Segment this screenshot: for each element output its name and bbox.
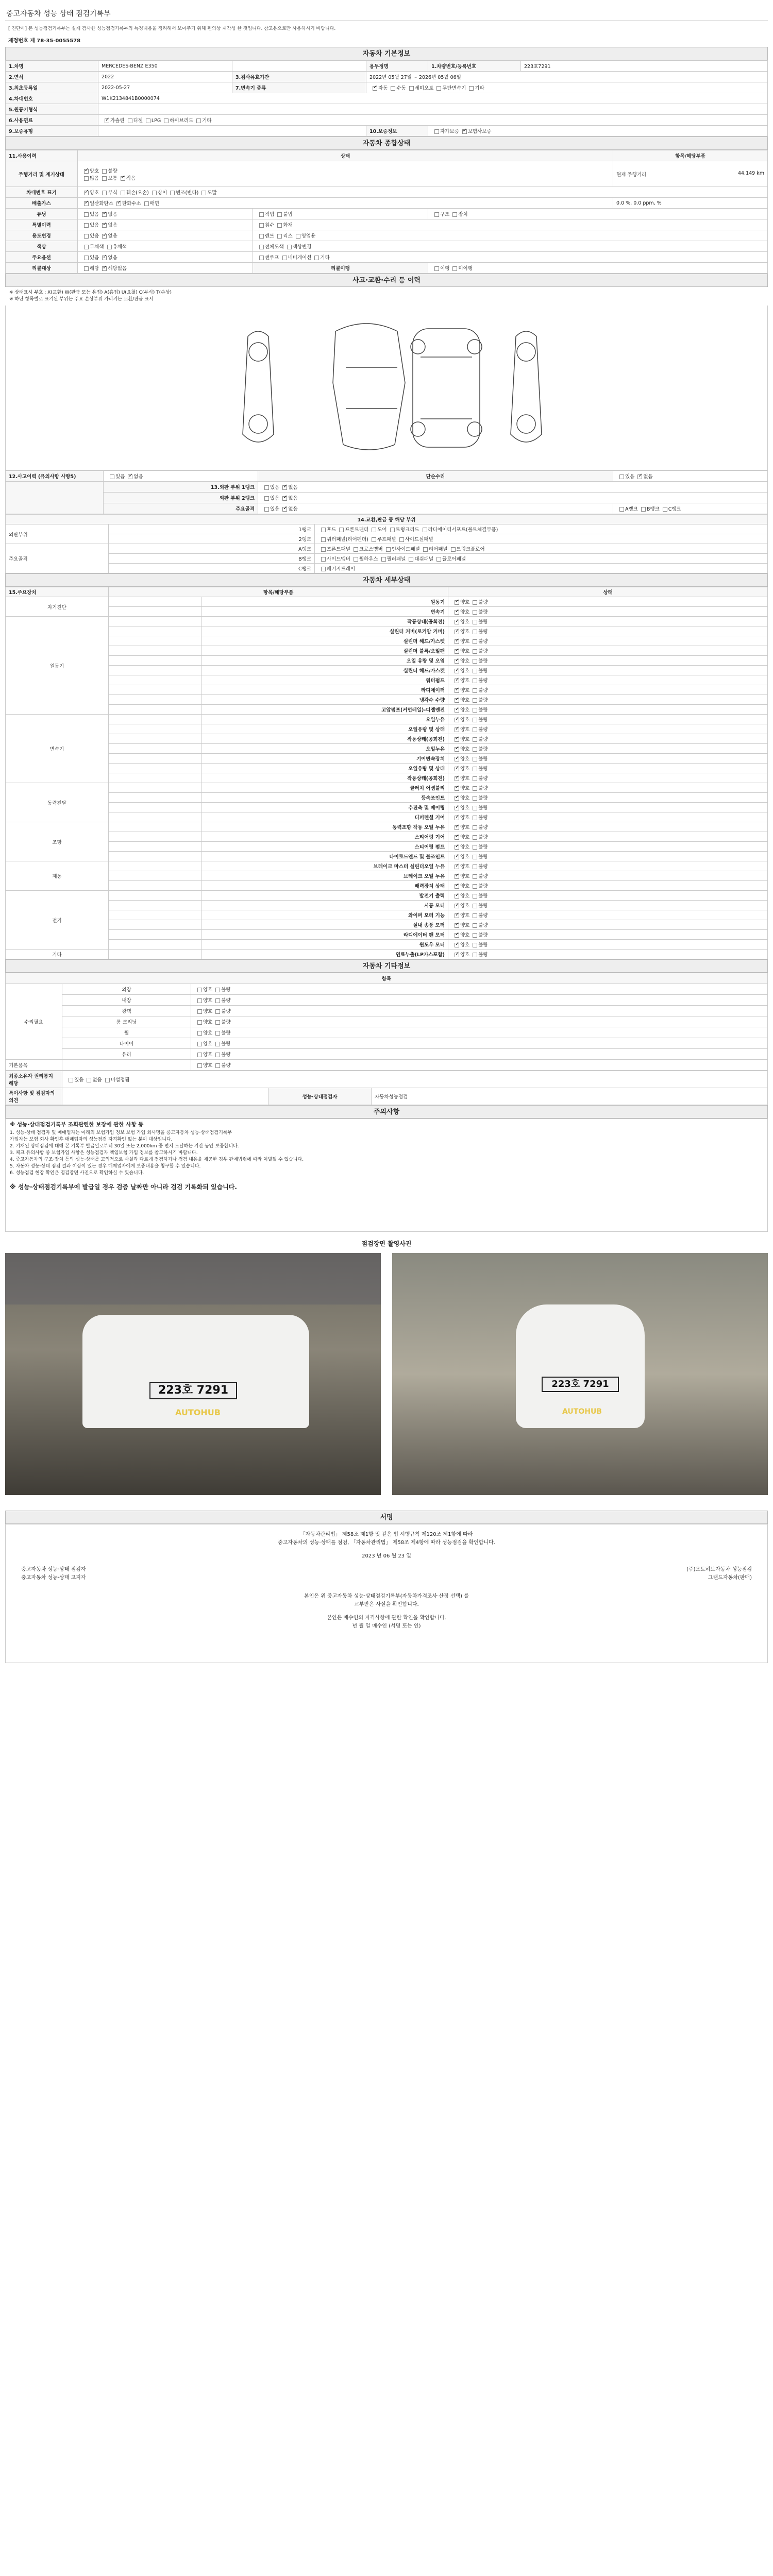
page-title: 중고자동차 성능 상태 점검기록부 xyxy=(5,6,768,21)
detail-item: 등속조인트 xyxy=(201,793,448,803)
photo-front xyxy=(5,1253,381,1495)
perf-value: 자동차성능점검 xyxy=(372,1088,768,1105)
outer-label: 외판부위 xyxy=(6,524,109,544)
label-first-reg: 3.최초등록일 xyxy=(6,82,98,93)
detail-head-3: 상태 xyxy=(448,587,768,597)
detail-state: ✓ 양호 불량 xyxy=(448,675,768,685)
detail-state: ✓ 양호 불량 xyxy=(448,783,768,793)
frameB-label: B랭크 xyxy=(109,554,315,564)
detail-item: 브레이크 마스터 실린더오일 누유 xyxy=(201,861,448,871)
sign-p2: 중고자동차 성능·상태 고지자 xyxy=(21,1575,86,1581)
notice-block xyxy=(5,1118,768,1232)
sign-text: 본인은 위 중고자동차 성능·상태점검기록부(자동차가격조사·산정 선택) 를 xyxy=(304,1594,469,1599)
detail-state: ✓ 양호 불량 xyxy=(448,597,768,607)
accident-history: 12.사고이력 (유의사항 사항5) xyxy=(6,471,104,482)
perf-label: 성능·상태점검자 xyxy=(268,1088,372,1105)
detail-item: 오일유량 및 상태 xyxy=(201,724,448,734)
car-diagram xyxy=(5,306,768,470)
detail-state: ✓ 양호 불량 xyxy=(448,626,768,636)
detail-item: 오일누유 xyxy=(201,744,448,754)
detail-group: 조향 xyxy=(6,822,109,861)
etc-row-label: 룸 크리닝 xyxy=(62,1016,191,1027)
section-sign: 서명 xyxy=(5,1511,768,1524)
value-first-reg: 2022-05-27 xyxy=(98,82,232,93)
detail-item: 브레이크 오일 누유 xyxy=(201,871,448,881)
detail-item: 스티어링 펌프 xyxy=(201,842,448,852)
detail-item: 워터펌프 xyxy=(201,675,448,685)
photo-rear xyxy=(392,1253,768,1495)
plate-rear: 223호 7291 xyxy=(542,1377,619,1392)
label-transmission: 7.변속기 종류 xyxy=(232,82,366,93)
detail-state: ✓ 양호 불량 xyxy=(448,666,768,675)
detail-item: 실내 송풍 모터 xyxy=(201,920,448,930)
outer-rank-1: 13.외판 부위 1랭크 xyxy=(104,482,258,493)
detail-item: 라디에이터 xyxy=(201,685,448,695)
sign-text: 중고자동차의 성능·상태를 점검, 「자동차관리법」 제58조 제4항에 따라 성능점검을 확인합니다. xyxy=(278,1540,495,1546)
sign-block xyxy=(5,1524,768,1663)
detail-state: ✓ 양호 불량 xyxy=(448,744,768,754)
sign-text: 년 월 일 매수인 (서명 또는 인) xyxy=(352,1623,421,1629)
outer2-label: 2랭크 xyxy=(109,534,315,544)
value-model: MERCEDES-BENZ E350 xyxy=(98,61,232,72)
sign-p1: 중고자동차 성능·상태 점검자 xyxy=(21,1567,86,1572)
value-plate: 223호7291 xyxy=(521,61,768,72)
detail-group: 동력전달 xyxy=(6,783,109,822)
sign-p2v: 그랜드자동차(판매) xyxy=(708,1575,752,1581)
detail-item: 시동 모터 xyxy=(201,901,448,910)
brand-mark: AUTOHUB xyxy=(562,1408,602,1416)
emission-value: 0.0 %, 0.0 ppm, % xyxy=(613,198,768,209)
detail-item: 냉각수 수량 xyxy=(201,695,448,705)
detail-group: 제동 xyxy=(6,861,109,891)
overall-head-1: 11.사용이력 xyxy=(6,150,78,161)
detail-item: 디퍼렌셜 기어 xyxy=(201,812,448,822)
overall-head-2: 상태 xyxy=(78,150,613,161)
detail-state: ✓ 양호 불량 xyxy=(448,734,768,744)
etc-row-label: 유리 xyxy=(62,1049,191,1060)
detail-item: 오일누유 xyxy=(201,715,448,724)
detail-item: 스티어링 기어 xyxy=(201,832,448,842)
row-usage: 용도변경 xyxy=(6,230,78,241)
detail-state: ✓ 양호 불량 xyxy=(448,617,768,626)
row-options: 주요옵션 xyxy=(6,252,78,263)
detail-item: 배력장치 상태 xyxy=(201,881,448,891)
outer1-label: 1랭크 xyxy=(109,524,315,534)
row-emission: 배출가스 xyxy=(6,198,78,209)
label-plate: 1.차량번호/등록번호 xyxy=(428,61,521,72)
detail-table xyxy=(5,587,768,959)
row-color: 색상 xyxy=(6,241,78,252)
detail-head-1: 15.주요장치 xyxy=(6,587,109,597)
row-vin-mark: 차대번호 표기 xyxy=(6,187,78,198)
etc-row-label xyxy=(62,1060,191,1071)
label-inspection: 3.검사유효기간 xyxy=(232,72,366,82)
etc-row-state: 양호 불량 xyxy=(191,995,768,1006)
owner-notice: 최종소유자 권리통지 해당 xyxy=(6,1071,62,1088)
detail-state: ✓ 양호 불량 xyxy=(448,646,768,656)
detail-state: ✓ 양호 불량 xyxy=(448,656,768,666)
etc-row-label: 외장 xyxy=(62,984,191,995)
detail-item: 발전기 출력 xyxy=(201,891,448,901)
detail-item: 라디에이터 팬 모터 xyxy=(201,930,448,940)
parts-table: 14.교환,판금 등 해당 부위 외판부위 1랭크 후드 프론트펜더 도어 트렁크리드 라디에이터서포트(볼트체결부품) 2랭크 쿼터패널(리어펜더) 루프패널 사이드실패널 주요골격 A랭크 프론트패널 크로스멤버 인사이드패널 리어패널 트렁크플로어 B랭크 사이드멤버 휠하우스 필러패널 대쉬패널 플로어패널 C랭크 패키지트레이 xyxy=(5,514,768,573)
detail-item: 기어변속장치 xyxy=(201,754,448,764)
etc-row-label: 내장 xyxy=(62,995,191,1006)
etc-row-state: 양호 불량 xyxy=(191,1049,768,1060)
detail-head-2: 항목/해당부품 xyxy=(109,587,448,597)
detail-item: 작동상태(공회전) xyxy=(201,617,448,626)
section-damage: 사고·교환·수리 등 이력 xyxy=(5,274,768,287)
detail-state: ✓ 양호 불량 xyxy=(448,636,768,646)
overall-table: 11.사용이력 상태 항목/해당부품 주행거리 및 계기상태 ✓양호 불량 많음 보통✓ 적음 현재 주행거리 44,149 km 차대번호 표기 ✓ 양호 부식 훼손(오손) 상이 변조(변타) 도말 배출가스 ✓ 일산화탄소✓ 탄화수소 매연 0.0 %, 0.0 ppm, % 튜닝 있음✓ 없음 적법 불법 구조 장치 특별이력 있음✓ 없음 침수 화재 용도변경 있음✓ 없음 렌트 리스 영업용 색상 무채색 유채색 전체도색 색상변경 주요옵션 있음✓ 없음 썬루프 네비게이션 기타 리콜대상 해당✓ 해당없음 리콜이행 이행 미이행 xyxy=(5,150,768,274)
detail-state: ✓ 양호 불량 xyxy=(448,822,768,832)
detail-state: ✓ 양호 불량 xyxy=(448,812,768,822)
detail-state: ✓ 양호 불량 xyxy=(448,852,768,861)
detail-item: 오일유량 및 상태 xyxy=(201,764,448,773)
value-inspection: 2022년 05월 27일 ~ 2026년 05월 06일 xyxy=(366,72,768,82)
etc-table xyxy=(5,973,768,1071)
detail-group: 원동기 xyxy=(6,617,109,715)
detail-item: 변속기 xyxy=(201,607,448,617)
damage-table: 12.사고이력 (유의사항 사항5) 있음✓ 없음 단순수리 있음✓ 없음 13.외판 부위 1랭크 있음✓ 없음 외판 부위 2랭크 있음✓ 없음 주요골격 있음✓ 없음 A랭크 B랭크 C랭크 xyxy=(5,470,768,514)
etc-row-state: 양호 불량 xyxy=(191,1006,768,1016)
car-outline-icon xyxy=(6,306,768,460)
detail-state: ✓ 양호 불량 xyxy=(448,920,768,930)
value-engine-type xyxy=(98,104,768,115)
label-warranty-info: 10.보증정보 xyxy=(366,126,428,137)
detail-state: ✓ 양호 불량 xyxy=(448,832,768,842)
sign-date: 2023 년 06 월 23 일 xyxy=(362,1553,411,1559)
section-detail: 자동차 세부상태 xyxy=(5,573,768,587)
detail-group: 자기진단 xyxy=(6,597,109,617)
notice-line: 6. 성능점검 현장 확인은 점검장면 사진으로 확인하실 수 있습니다. xyxy=(10,1171,144,1176)
detail-group: 기타 xyxy=(6,950,109,959)
etc-row-state: 양호 불량 xyxy=(191,1038,768,1049)
detail-state: ✓ 양호 불량 xyxy=(448,881,768,891)
detail-state: ✓ 양호 불량 xyxy=(448,764,768,773)
value-year: 2022 xyxy=(98,72,232,82)
notice-line: 3. 체크 유의사항 중 보험가입 사항은 성능점검자 책임보험 가입 정보를 참고하시기 바랍니다. xyxy=(10,1150,198,1156)
detail-state: ✓ 양호 불량 xyxy=(448,705,768,715)
detail-state: ✓ 양호 불량 xyxy=(448,607,768,617)
section-notice: 주의사항 xyxy=(5,1105,768,1118)
photo-area xyxy=(5,1253,768,1511)
sign-p1v: (주)오토허브자동차 성능점검 xyxy=(686,1567,752,1572)
detail-state: ✓ 양호 불량 xyxy=(448,842,768,852)
inspector-comment: 특이사항 및 점검자의 의견 xyxy=(6,1088,62,1105)
detail-item: 윈도우 모터 xyxy=(201,940,448,950)
detail-state: ✓ 양호 불량 xyxy=(448,773,768,783)
label-warranty-type: 9.보증유형 xyxy=(6,126,98,137)
notice-warning: ※ 성능·상태점검기록부에 발급일 경우 검증 날짜만 아니라 검검 기록화되 있습니다. xyxy=(10,1183,237,1191)
transmission-options: ✓ 자동 수동 세미오토 무단변속기 기타 xyxy=(366,82,768,93)
section-basic-info: 자동차 기본정보 xyxy=(5,47,768,60)
etc-bottom: 최종소유자 권리통지 해당 있음 없음 미설정됨 특이사항 및 점검자의 의견 성능·상태점검자 자동차성능점검 xyxy=(5,1071,768,1105)
label-fuel: 6.사용연료 xyxy=(6,115,98,126)
notice-head: ※ 성능·상태점검기록부 조회관련한 보장에 관한 사항 등 xyxy=(10,1122,144,1128)
detail-item: 실린더 블록/오일팬 xyxy=(201,646,448,656)
detail-state: ✓ 양호 불량 xyxy=(448,793,768,803)
basic-info-table xyxy=(5,60,768,137)
detail-item: 클러치 어셈블리 xyxy=(201,783,448,793)
detail-item: 오일 유량 및 오염 xyxy=(201,656,448,666)
document xyxy=(5,6,768,2571)
label-vin: 4.차대번호 xyxy=(6,93,98,104)
etc-row-label: 타이어 xyxy=(62,1038,191,1049)
etc-row-state: 양호 불량 xyxy=(191,1060,768,1071)
overall-head-3: 항목/해당부품 xyxy=(613,150,768,161)
frameC-label: C랭크 xyxy=(109,564,315,573)
detail-state: ✓ 양호 불량 xyxy=(448,910,768,920)
detail-item: 실린더 헤드/가스켓 xyxy=(201,666,448,675)
etc-row-label: 휠 xyxy=(62,1027,191,1038)
detail-item: 동력조향 작동 오일 누유 xyxy=(201,822,448,832)
frameA-label: A랭크 xyxy=(109,544,315,554)
etc-row-state: 양호 불량 xyxy=(191,984,768,995)
detail-item: 타이로드엔드 및 볼조인트 xyxy=(201,852,448,861)
frame-label: 주요골격 xyxy=(6,544,109,573)
etc-row-state: 양호 불량 xyxy=(191,1016,768,1027)
notice-line: 2. 기재된 상태점검에 대해 본 기록부 발급일로부터 30일 또는 2,000km 중 먼저 도달하는 기간 동안 보증합니다. xyxy=(10,1144,239,1149)
detail-state: ✓ 양호 불량 xyxy=(448,891,768,901)
label-model: 1.차명 xyxy=(6,61,98,72)
row-mileage: 주행거리 및 계기상태 xyxy=(6,161,78,187)
damage-legend: ※ 상태표시 부호 : X(교환) W(판금 또는 용접) A(흠집) U(요철) C(부식) T(손상) ※ 하단 항목별로 표기된 부위는 주요 손상부위 가리키는 교환/판금 표시 xyxy=(9,290,172,302)
brand-mark: AUTOHUB xyxy=(175,1408,221,1417)
section-etc: 자동차 기타정보 xyxy=(5,959,768,973)
detail-group: 전기 xyxy=(6,891,109,950)
value-vin: W1K2134841B0000074 xyxy=(98,93,768,104)
detail-item: 작동상태(공회전) xyxy=(201,734,448,744)
detail-item: 작동상태(공회전) xyxy=(201,773,448,783)
detail-group: 변속기 xyxy=(6,715,109,783)
detail-item: 와이퍼 모터 기능 xyxy=(201,910,448,920)
label-model-sub: 용두정명 xyxy=(366,61,428,72)
photos-title: 점검장면 촬영사진 xyxy=(361,1240,412,1247)
detail-state: ✓ 양호 불량 xyxy=(448,950,768,959)
detail-state: ✓ 양호 불량 xyxy=(448,940,768,950)
detail-state: ✓ 양호 불량 xyxy=(448,724,768,734)
certificate-number: 제정번호 제 78-35-0055578 xyxy=(8,38,81,44)
parts-head: 14.교환,판금 등 해당 부위 xyxy=(6,515,768,524)
detail-state: ✓ 양호 불량 xyxy=(448,754,768,764)
intro-text: [ 진단시] 본 성능점검기록부는 실제 검사한 성능점검기록부의 특정내용을 정리해서 보여주기 위해 편의상 재작성 한 것입니다. 참고용으로만 사용하시기 바랍니다. xyxy=(8,26,336,31)
notice-line: 5. 자동차 성능·상태 점검 결과 이상이 있는 경우 매매업자에게 보증내용을 청구할 수 있습니다. xyxy=(10,1164,201,1169)
sign-text: 교부받은 사실을 확인합니다. xyxy=(354,1602,419,1607)
label-year: 2.연식 xyxy=(6,72,98,82)
etc-head: 항목 xyxy=(6,973,768,984)
section-overall: 자동차 종합상태 xyxy=(5,137,768,150)
detail-state: ✓ 양호 불량 xyxy=(448,715,768,724)
label-engine-type: 5.원동기형식 xyxy=(6,104,98,115)
detail-state: ✓ 양호 불량 xyxy=(448,930,768,940)
fuel-options: ✓ 가솔린 디젤 LPG 하이브리드 기타 xyxy=(98,115,768,126)
detail-state: ✓ 양호 불량 xyxy=(448,685,768,695)
plate-front: 223호 7291 xyxy=(149,1382,237,1399)
etc-row-label: 광택 xyxy=(62,1006,191,1016)
notice-line: 가입자는 보험 회사 확인후 매매업자의 성능점검 자격확인 없는 분이 대상입니다. xyxy=(10,1137,173,1142)
detail-item: 고압펌프(커먼레일)-디젤엔진 xyxy=(201,705,448,715)
detail-state: ✓ 양호 불량 xyxy=(448,901,768,910)
simple-repair: 단순수리 xyxy=(258,471,613,482)
detail-item: 원동기 xyxy=(201,597,448,607)
sign-text: 「자동차관리법」 제58조 제1항 및 같은 법 시행규칙 제120조 제1항에 따라 xyxy=(300,1532,473,1537)
detail-item: 추진축 및 베어링 xyxy=(201,803,448,812)
notice-line: 1. 성능·상태 점검자 및 매매업자는 아래의 보험가입 정보 보험 가입 회사명을 중고자동차 성능·상태점검기록부 xyxy=(10,1130,232,1136)
sign-text: 본인은 매수인의 자격사항에 관한 확인을 확인합니다. xyxy=(327,1615,446,1621)
notice-line: 4. 중고자동차의 구조·장치 등의 성능·상태를 고의적으로 사실과 다르게 점검하거나 점검 내용을 제공한 경우 관계법령에 따라 처벌될 수 있습니다. xyxy=(10,1157,304,1162)
detail-item: 연료누출(LP가스포함) xyxy=(201,950,448,959)
detail-state: ✓ 양호 불량 xyxy=(448,803,768,812)
etc-basic: 기본품목 xyxy=(6,1060,62,1071)
row-special: 특별이력 xyxy=(6,219,78,230)
etc-row-state: 양호 불량 xyxy=(191,1027,768,1038)
detail-state: ✓ 양호 불량 xyxy=(448,861,768,871)
detail-state: ✓ 양호 불량 xyxy=(448,871,768,881)
row-recall: 리콜대상 xyxy=(6,263,78,274)
outer-rank-2: 외판 부위 2랭크 xyxy=(104,493,258,503)
detail-item: 실린더 헤드/가스켓 xyxy=(201,636,448,646)
detail-state: ✓ 양호 불량 xyxy=(448,695,768,705)
main-frame: 주요골격 xyxy=(104,503,258,514)
row-tuning: 튜닝 xyxy=(6,209,78,219)
etc-repair: 수리필요 xyxy=(6,984,62,1060)
detail-item: 실린더 커버(로커암 커버) xyxy=(201,626,448,636)
warranty-options: 자가보증✓ 보험사보증 xyxy=(428,126,768,137)
mileage-value: 현재 주행거리 44,149 km xyxy=(613,161,768,187)
